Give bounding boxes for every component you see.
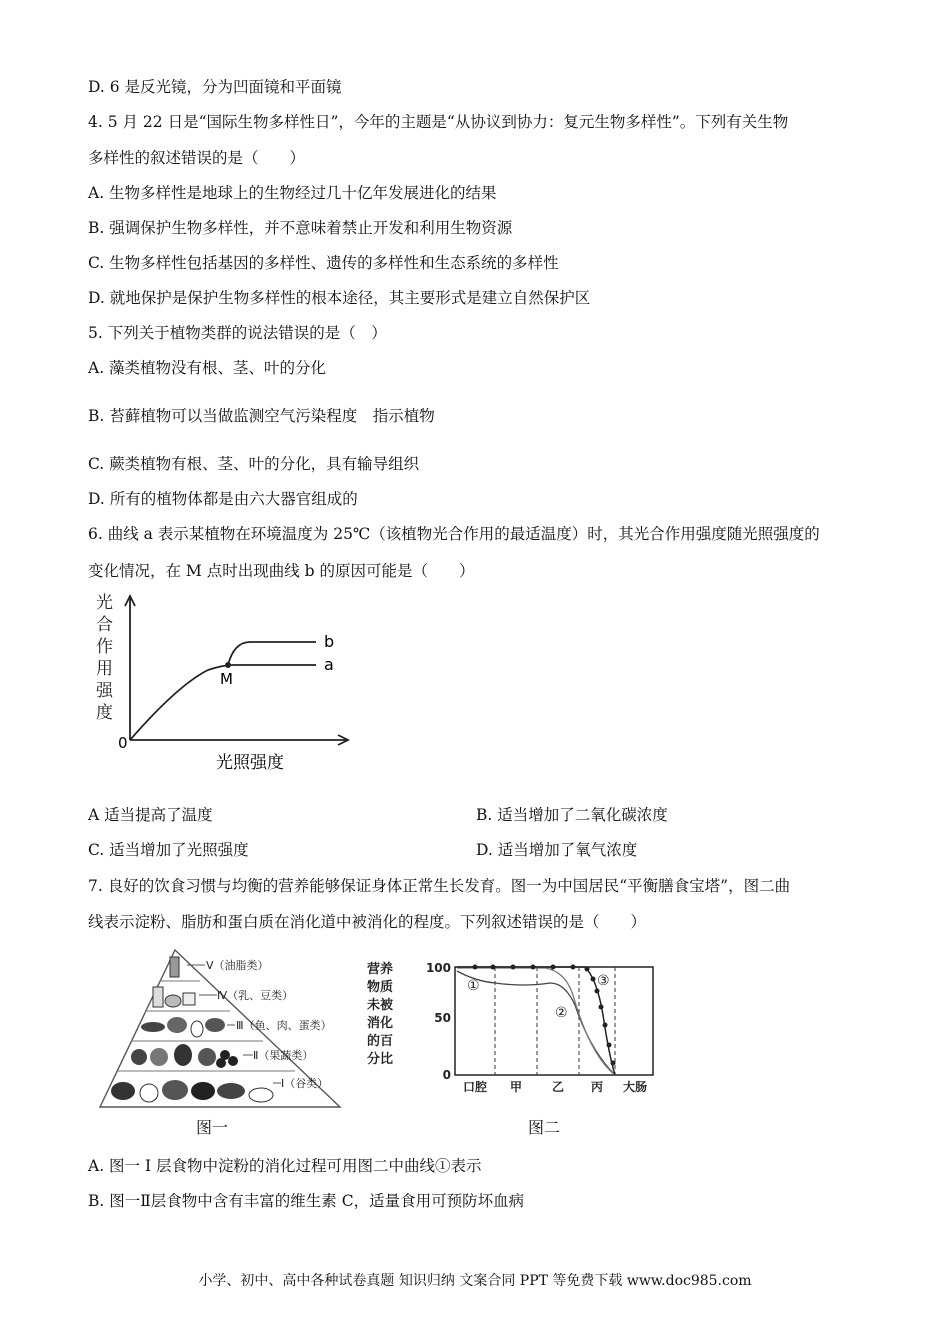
q4-option-b: B. 强调保护生物多样性，并不意味着禁止开发和利用生物资源 bbox=[88, 219, 513, 237]
fruit-icon bbox=[198, 1048, 216, 1066]
data-dot bbox=[603, 1023, 608, 1028]
q6-label-b: b bbox=[324, 632, 335, 651]
chicken-icon bbox=[205, 1018, 225, 1032]
q4-stem-line2: 多样性的叙述错误的是（ ） bbox=[88, 149, 306, 167]
egg-icon bbox=[191, 1021, 203, 1037]
pyramid-level-5: Ⅴ（油脂类） bbox=[206, 959, 269, 972]
q7-stem-line2: 线表示淀粉、脂肪和蛋白质在消化道中被消化的程度。下列叙述错误的是（ ） bbox=[88, 913, 647, 931]
chart2-ylabel: 营养 bbox=[367, 962, 394, 977]
data-dot bbox=[585, 967, 590, 972]
chart2-ylabel: 物质 bbox=[367, 980, 394, 995]
q7-stem-line1: 7. 良好的饮食习惯与均衡的营养能够保证身体正常生长发育。图一为中国居民“平衡膳食宝塔”，图二曲 bbox=[88, 877, 791, 895]
data-dot bbox=[611, 1061, 616, 1066]
data-dot bbox=[473, 965, 478, 970]
oil-bottle-icon bbox=[170, 957, 179, 977]
chart2-xlabel: 大肠 bbox=[622, 1080, 648, 1094]
curve-3 bbox=[457, 967, 615, 1075]
data-dot bbox=[491, 965, 496, 970]
fruit-icon bbox=[131, 1049, 147, 1065]
q4-option-a: A. 生物多样性是地球上的生物经过几十亿年发展进化的结果 bbox=[88, 184, 497, 202]
chart2-ytick: 50 bbox=[434, 1011, 451, 1025]
grain-icon bbox=[111, 1082, 135, 1100]
pyramid-level-2: Ⅱ（果蔬类） bbox=[253, 1049, 314, 1062]
q6-photosynthesis-graph bbox=[88, 590, 358, 775]
chart2-ylabel: 消化 bbox=[367, 1016, 394, 1031]
q6-ylabel-char: 合 bbox=[96, 615, 113, 635]
pyramid-level-3: Ⅲ（鱼、肉、蛋类） bbox=[236, 1019, 332, 1032]
q6-label-m: M bbox=[220, 670, 233, 688]
q6-origin: 0 bbox=[118, 734, 128, 752]
q6-ylabel-char: 用 bbox=[96, 659, 113, 679]
data-dot bbox=[551, 965, 556, 970]
q6-ylabel-char: 作 bbox=[96, 637, 113, 657]
data-dot bbox=[571, 965, 576, 970]
figure1-caption: 图一 bbox=[196, 1118, 229, 1137]
pyramid-level-1: Ⅰ（谷类） bbox=[281, 1077, 329, 1090]
q6-option-b: B. 适当增加了二氧化碳浓度 bbox=[476, 806, 668, 824]
q6-label-a: a bbox=[324, 655, 334, 674]
page-footer: 小学、初中、高中各种试卷真题 知识归纳 文案合同 PPT 等免费下载 www.doc985.com bbox=[198, 1273, 752, 1289]
milk-carton-icon bbox=[153, 987, 163, 1007]
chart2-ytick: 0 bbox=[442, 1068, 451, 1082]
q5-option-c: C. 蕨类植物有根、茎、叶的分化，具有输导组织 bbox=[88, 455, 420, 473]
bean-icon bbox=[165, 995, 181, 1007]
data-dot bbox=[511, 965, 516, 970]
bowl-icon bbox=[249, 1088, 273, 1102]
q5-option-d: D. 所有的植物体都是由六大器官组成的 bbox=[88, 490, 358, 508]
chart2-ylabel: 分比 bbox=[367, 1052, 394, 1067]
q6-stem-line2: 变化情况，在 M 点时出现曲线 b 的原因可能是（ ） bbox=[88, 562, 475, 580]
chart2-xlabel: 丙 bbox=[590, 1080, 604, 1094]
chart2-xlabel: 甲 bbox=[509, 1080, 523, 1094]
chart2-xlabel: 口腔 bbox=[462, 1080, 488, 1094]
q6-stem-line1: 6. 曲线 a 表示某植物在环境温度为 25℃（该植物光合作用的最适温度）时，其光合作用强度随光照强度的 bbox=[88, 525, 820, 543]
q5-option-a: A. 藻类植物没有根、茎、叶的分化 bbox=[88, 359, 327, 377]
curve-label-3: ③ bbox=[597, 973, 610, 989]
data-dot bbox=[595, 989, 600, 994]
grain-icon bbox=[162, 1080, 188, 1100]
chart2-ylabel: 的百 bbox=[367, 1034, 394, 1049]
figure2-caption: 图二 bbox=[528, 1118, 561, 1137]
grape-icon bbox=[216, 1058, 226, 1068]
q7-food-pyramid bbox=[95, 945, 355, 1115]
q6-ylabel-char: 强 bbox=[96, 681, 113, 701]
q4-option-c: C. 生物多样性包括基因的多样性、遗传的多样性和生态系统的多样性 bbox=[88, 254, 559, 272]
bread-icon bbox=[140, 1084, 158, 1102]
q6-option-c: C. 适当增加了光照强度 bbox=[88, 841, 249, 859]
data-dot bbox=[607, 1043, 612, 1048]
chart2-ytick: 100 bbox=[425, 961, 451, 975]
q6-curve-b bbox=[228, 642, 316, 665]
q6-xlabel: 光照强度 bbox=[216, 753, 284, 773]
q6-option-d: D. 适当增加了氧气浓度 bbox=[476, 841, 638, 859]
data-dot bbox=[599, 1005, 604, 1010]
chart2-ylabel: 未被 bbox=[367, 998, 394, 1013]
chart2-xlabel: 乙 bbox=[551, 1080, 565, 1094]
grain-icon bbox=[217, 1083, 245, 1099]
q7-digestion-chart bbox=[365, 955, 665, 1100]
meat-icon bbox=[167, 1017, 187, 1033]
tofu-icon bbox=[183, 993, 195, 1005]
fish-icon bbox=[141, 1022, 165, 1032]
fruit-icon bbox=[150, 1048, 168, 1066]
q7-option-b: B. 图一Ⅱ层食物中含有丰富的维生素 C，适量食用可预防坏血病 bbox=[88, 1192, 525, 1210]
q4-stem-line1: 4. 5 月 22 日是“国际生物多样性日”，今年的主题是“从协议到协力：复元生物多样性”。下列有关生物 bbox=[88, 113, 789, 131]
q6-point-m bbox=[225, 662, 231, 668]
q6-ylabel-char: 度 bbox=[96, 703, 113, 723]
q5-stem: 5. 下列关于植物类群的说法错误的是（ ） bbox=[88, 324, 387, 342]
grape-icon bbox=[228, 1056, 238, 1066]
data-dot bbox=[591, 977, 596, 982]
data-dot bbox=[531, 965, 536, 970]
q7-option-a: A. 图一 I 层食物中淀粉的消化过程可用图二中曲线①表示 bbox=[88, 1157, 482, 1175]
curve-label-2: ② bbox=[555, 1005, 568, 1021]
q3-option-d: D. 6 是反光镜，分为凹面镜和平面镜 bbox=[88, 78, 342, 96]
curve-label-1: ① bbox=[467, 978, 480, 994]
vegetable-icon bbox=[174, 1044, 192, 1066]
q5-option-b: B. 苔藓植物可以当做监测空气污染程度 指示植物 bbox=[88, 407, 435, 425]
q4-option-d: D. 就地保护是保护生物多样性的根本途径，其主要形式是建立自然保护区 bbox=[88, 289, 591, 307]
q6-ylabel-char: 光 bbox=[96, 593, 113, 613]
q6-option-a: A 适当提高了温度 bbox=[88, 806, 213, 824]
pyramid-level-4: Ⅳ（乳、豆类） bbox=[217, 989, 294, 1002]
curve-1 bbox=[457, 971, 615, 1075]
grain-icon bbox=[191, 1082, 215, 1100]
